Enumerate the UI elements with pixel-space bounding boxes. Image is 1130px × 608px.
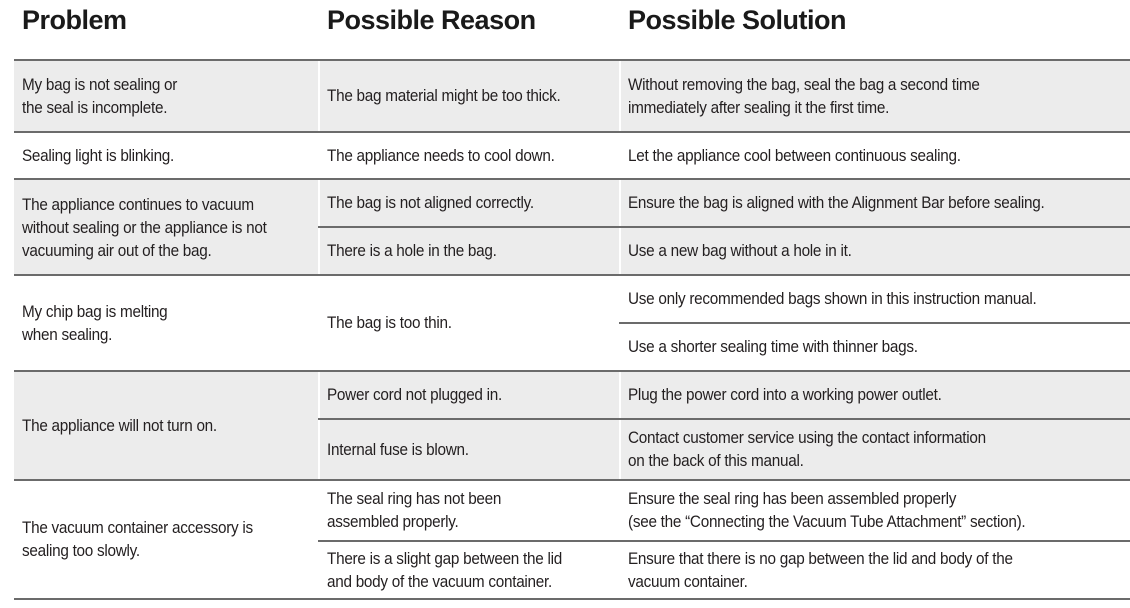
problem-cell: The appliance will not turn on.	[22, 415, 217, 435]
reason-cell: The bag is not aligned correctly.	[327, 193, 534, 212]
column-separator	[318, 371, 320, 479]
header-possible-solution: Possible Solution	[628, 5, 847, 35]
reason-cell: The appliance needs to cool down.	[327, 145, 555, 165]
solution-cell: Let the appliance cool between continuous sealing.	[628, 145, 961, 165]
reason-cell: The seal ring has not been assembled properly.	[327, 489, 502, 531]
column-separator	[619, 371, 621, 479]
reason-cell: The bag is too thin.	[327, 313, 452, 332]
header-problem: Problem	[22, 5, 127, 35]
solution-cell: Plug the power cord into a working power outlet.	[628, 385, 942, 404]
reason-cell: Power cord not plugged in.	[327, 385, 503, 404]
column-separator	[619, 60, 621, 131]
problem-cell: My bag is not sealing or the seal is incomplete.	[22, 74, 178, 117]
reason-cell: Internal fuse is blown.	[327, 439, 469, 459]
solution-cell: Use a shorter sealing time with thinner bags.	[628, 337, 918, 356]
solution-cell: Contact customer service using the contact information on the back of this manual.	[628, 428, 986, 470]
table-rule	[14, 598, 1130, 600]
problem-cell: My chip bag is melting when sealing.	[22, 301, 168, 344]
header-possible-reason: Possible Reason	[327, 5, 536, 35]
reason-cell: The bag material might be too thick.	[327, 86, 561, 105]
problem-cell: The appliance continues to vacuum without sealing or the appliance is not vacuuming air out of the bag.	[22, 194, 267, 260]
table-rule	[14, 131, 1130, 133]
problem-cell: Sealing light is blinking.	[22, 145, 175, 165]
solution-cell: Use a new bag without a hole in it.	[628, 241, 852, 260]
solution-cell: Ensure the seal ring has been assembled properly (see the “Connecting the Vacuum Tube Attachment” section).	[628, 489, 1026, 531]
reason-cell: There is a slight gap between the lid and body of the vacuum container.	[327, 548, 562, 591]
solution-cell: Without removing the bag, seal the bag a second time immediately after sealing it the first time.	[628, 74, 980, 117]
solution-cell: Use only recommended bags shown in this instruction manual.	[628, 289, 1037, 308]
reason-cell: There is a hole in the bag.	[327, 241, 497, 260]
problem-cell: The vacuum container accessory is sealing too slowly.	[22, 518, 253, 560]
solution-cell: Ensure the bag is aligned with the Alignment Bar before sealing.	[628, 193, 1045, 212]
column-separator	[318, 60, 320, 131]
solution-cell: Ensure that there is no gap between the lid and body of the vacuum container.	[628, 548, 1013, 591]
